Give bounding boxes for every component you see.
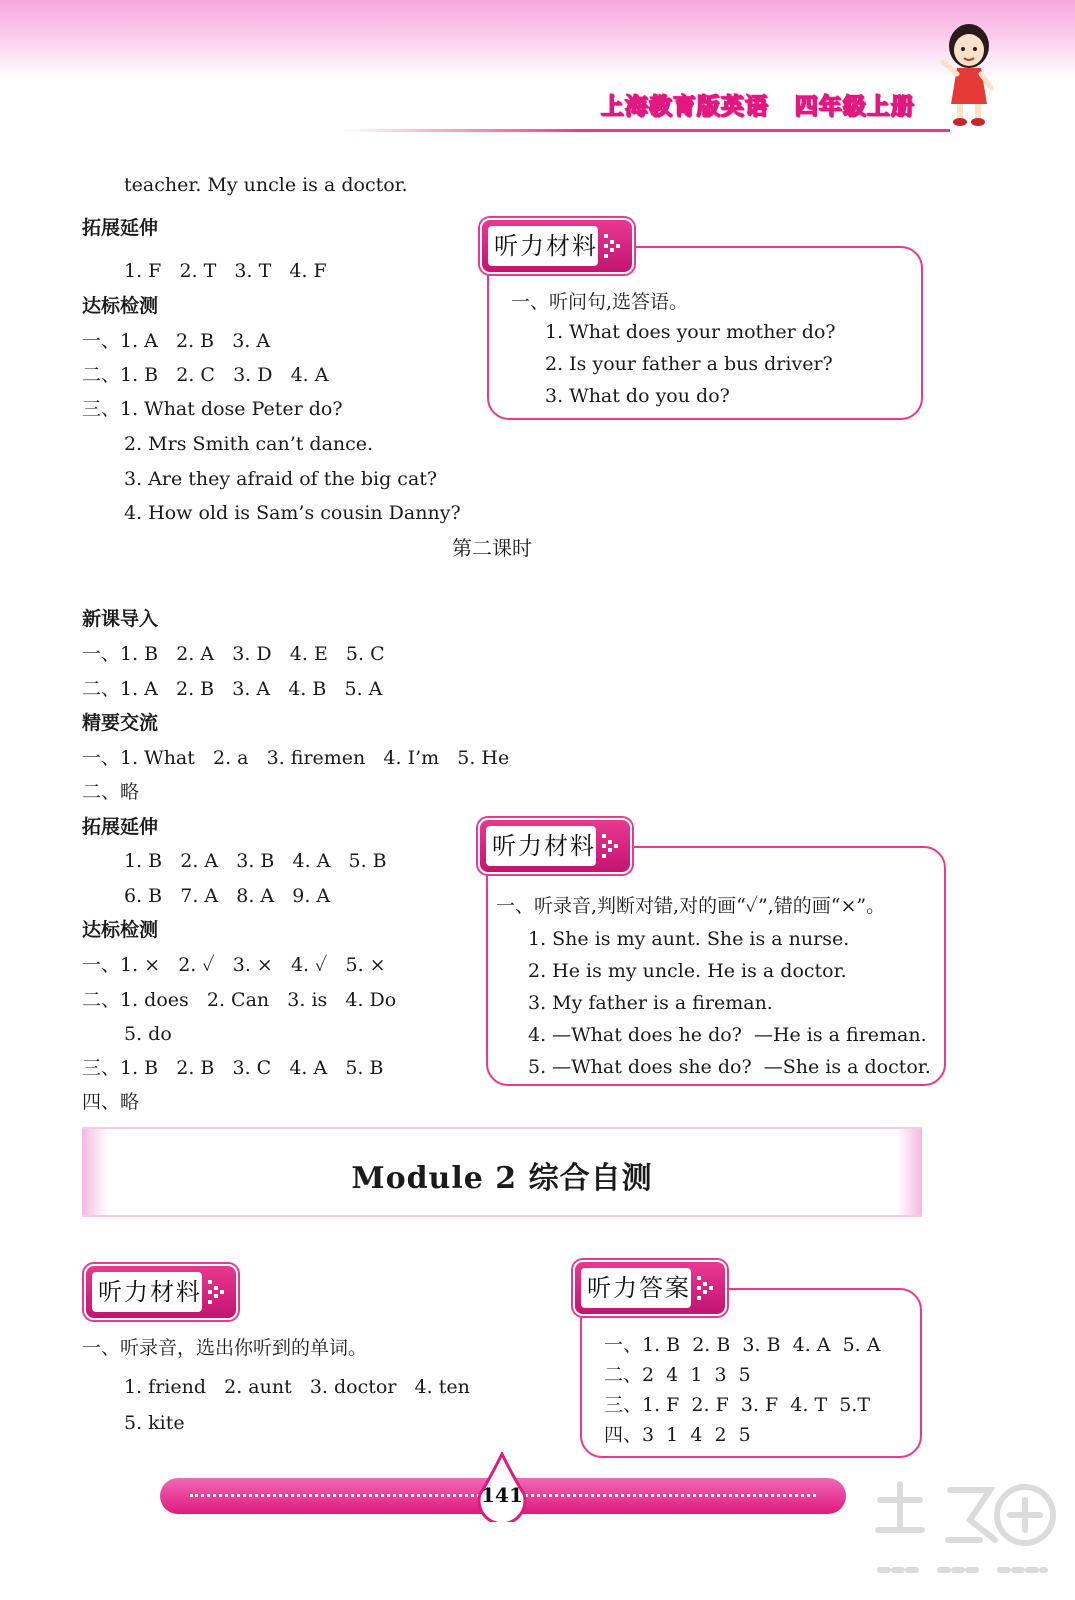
answer-line: 三、1. What dose Peter do?	[82, 398, 343, 420]
section-heading: 达标检测	[82, 919, 159, 941]
page-number: 141	[481, 1483, 523, 1507]
answer-line: 二、1. A 2. B 3. A 4. B 5. A	[82, 678, 383, 700]
module-title: Module 2 综合自测	[351, 1161, 653, 1196]
box-line: 2. He is my uncle. He is a doctor.	[528, 960, 847, 982]
answer-line: 一、1. × 2. ✓ 3. × 4. ✓ 5. ×	[82, 954, 386, 976]
arrow-dots-icon	[206, 1278, 230, 1306]
header-band	[0, 0, 1075, 78]
header-divider	[340, 129, 950, 132]
section-heading: 达标检测	[82, 295, 159, 317]
mascot-girl-icon	[935, 18, 1005, 130]
listening-material-box	[486, 846, 946, 1086]
answer-line: 一、1. What 2. a 3. firemen 4. I’m 5. He	[82, 747, 510, 769]
exercise-instruction: 一、听录音，选出你听到的单词。	[82, 1337, 368, 1359]
answer-line: 二、1. does 2. Can 3. is 4. Do	[82, 989, 397, 1011]
answer-line: 1. friend 2. aunt 3. doctor 4. ten	[124, 1376, 470, 1398]
lesson-title: 第二课时	[452, 536, 532, 560]
tag-label: 听力材料	[488, 226, 598, 266]
answer-line: 5. kite	[124, 1412, 185, 1434]
listening-material-tag	[478, 818, 632, 874]
grade-name: 四年级上册	[795, 94, 915, 120]
watermark-logo-icon	[860, 1470, 1065, 1590]
box-line: 1. What does your mother do?	[545, 321, 836, 343]
answer-line: 一、1. B 2. A 3. D 4. E 5. C	[82, 643, 385, 665]
module-banner	[82, 1127, 922, 1217]
box-line: 三、1. F 2. F 3. F 4. T 5.T	[604, 1394, 871, 1416]
box-line: 4. —What does he do? —He is a fireman.	[528, 1024, 927, 1046]
answer-line: 1. F 2. T 3. T 4. F	[124, 260, 327, 282]
answer-line: 1. B 2. A 3. B 4. A 5. B	[124, 850, 387, 872]
arrow-dots-icon	[600, 832, 624, 860]
book-name: 上海教育版英语	[601, 94, 769, 120]
answer-line: 6. B 7. A 8. A 9. A	[124, 885, 331, 907]
listening-material-tag	[84, 1264, 238, 1320]
box-line: 5. —What does she do? —She is a doctor.	[528, 1056, 931, 1078]
listening-material-tag	[480, 218, 634, 274]
section-heading: 精要交流	[82, 712, 159, 734]
box-line: 一、1. B 2. B 3. B 4. A 5. A	[604, 1334, 881, 1356]
answer-line: 二、1. B 2. C 3. D 4. A	[82, 364, 329, 386]
box-line: 一、听录音,判断对错,对的画“✓”,错的画“×”。	[496, 895, 886, 917]
arrow-dots-icon	[602, 232, 626, 260]
tag-label: 听力材料	[486, 826, 596, 866]
box-line: 1. She is my aunt. She is a nurse.	[528, 928, 850, 950]
answer-line: 4. How old is Sam’s cousin Danny?	[124, 502, 461, 524]
answer-line: 3. Are they afraid of the big cat?	[124, 468, 438, 490]
answer-line: 三、1. B 2. B 3. C 4. A 5. B	[82, 1057, 384, 1079]
listening-answer-tag	[573, 1260, 727, 1316]
box-line: 二、2 4 1 3 5	[604, 1364, 751, 1386]
box-line: 四、3 1 4 2 5	[604, 1424, 751, 1446]
tag-label: 听力答案	[581, 1268, 691, 1308]
box-line: 一、听问句,选答语。	[511, 291, 689, 313]
box-line: 3. My father is a fireman.	[528, 992, 773, 1014]
answer-line: 四、略	[82, 1091, 140, 1113]
section-heading: 拓展延伸	[82, 217, 159, 239]
answer-line: 2. Mrs Smith can’t dance.	[124, 433, 374, 455]
answer-line: 5. do	[124, 1023, 172, 1045]
box-line: 3. What do you do?	[545, 385, 730, 407]
answer-line: 一、1. A 2. B 3. A	[82, 330, 271, 352]
arrow-dots-icon	[695, 1274, 719, 1302]
box-line: 2. Is your father a bus driver?	[545, 353, 833, 375]
section-heading: 新课导入	[82, 608, 159, 630]
answer-line: teacher. My uncle is a doctor.	[124, 174, 408, 196]
section-heading: 拓展延伸	[82, 816, 159, 838]
book-subtitle	[601, 88, 915, 121]
answer-line: 二、略	[82, 781, 140, 803]
tag-label: 听力材料	[92, 1272, 202, 1312]
